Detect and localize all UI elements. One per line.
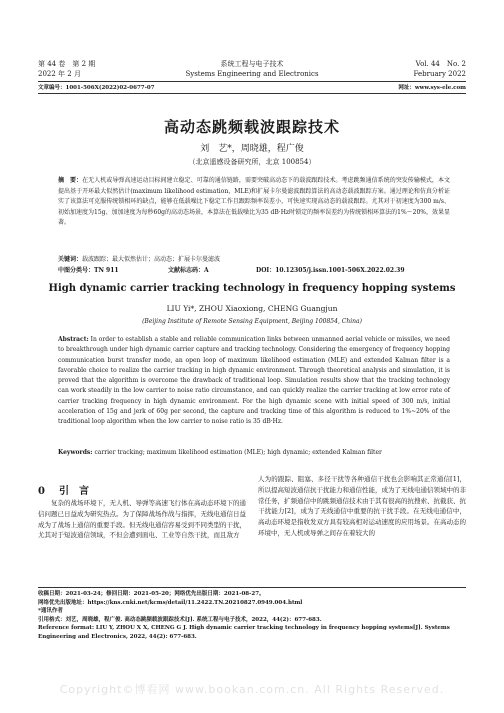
date-cn: 2022 年 2 月 — [38, 70, 81, 78]
journal-name-en: Systems Engineering and Electronics — [185, 70, 319, 78]
body-right-column: 人为的跟踪、阻塞、多径干扰等各种通信干扰也会影响其正常通信[1]，所以提高短波通信抗干扰能力和通信性能，成为了无线电通信领域中的非常任务，扩频通信中的跳频通信技术由于其有很高的抗搜索、抗截获、抗干扰能力[2]，成为了无线通信中重要的抗干扰手段。在无线电通信中，高动态环境是指收发双方具有较高相对运动速度的应用场景。在高动态的环境中，无人机或导弹之间存在着较大的 — [258, 475, 466, 537]
footnotes — [38, 590, 466, 642]
online-address: 网络优先出版地址：https://kns.cnki.net/kcms/detail/11.2422.TN.20210827.0949.004.html — [38, 599, 303, 606]
abstract-en — [58, 335, 450, 428]
section-heading — [38, 482, 89, 497]
copyright-watermark: Copyright©博看网 www.bookan.com.cn. All Rights Reserved. — [59, 683, 445, 696]
header-rule-thin — [38, 93, 466, 94]
article-id: 文章编号：1001-506X(2022)02-0677-07 — [38, 85, 155, 91]
body-left-column: 复杂的战场环境下，无人机、导弹等高速飞行体在高动态环境下的通信问题已日益成为研究热点。为了保障战场作战与指挥，无线电通信日益成为了战场上通信的重要手段。但无线电通信容易受到不同类型的干扰，尤其对于短波通信领域，不但会遭到面电、工业等自然干扰，而且敌方 — [38, 499, 246, 540]
abstract-cn-text: 在无人机或导弹高速运动目标间建立稳定、可靠的通信链路，需要突破高动态下的载波跟踪技术。考虑跳频通信系统的突发传输模式，本文提出基于开环最大似然估计(maximum likelihood estimation，MLE)和扩展卡尔曼滤波跟踪算法的高动态载波跟踪方案。通过理论和仿真分析证实了该算法可克服传统锁相环的缺点，能够在低载噪比下稳定工作且跟踪频率误差小，可快速实现高动态的载波跟踪。尤其对于初速度为300 m/s、初始加速度为15g、加加速度为每秒60g的高动态场景，本算法在低载噪比为35 dB·Hz时锁定的频率误差约为传统锁相环算法的1%～20%，效果显著。 — [58, 177, 450, 227]
volume-issue-en: Vol. 44 No. 2 — [415, 60, 466, 68]
journal-website: 网址：www.sys-ele.com — [398, 85, 466, 91]
abstract-en-text: In order to establish a stable and reliable communication links between unmanned aerial vehicle or missiles, we need to breakthrough under high dynamic carrier capture and tracking technology. Considering the emergency of frequency hopping communication burst transfer mode, an open loop of maximum likelihood estimation (MLE) and extended Kalman filter is a favorable choice to realize the carrier tracking in high dynamic environment. Through theoretical analysis and simulation, it is proved that the algorithm is overcome the drawback of traditional loop. Simulation results show that the tracking technology can work steadily in the low carrier to noise ratio circumstance, and can quickly realize the carrier tracking at low error rate of carrier tracking frequency in high dynamic environment. For the high dynamic scene with initial speed of 300 m/s, initial acceleration of 15g and jerk of 60g per second, the capture and tracking time of this algorithm is reduced to 1%~20% of the traditional loop algorithm when the low carrier to noise ratio is 35 dB·Hz. — [58, 336, 450, 426]
section-title: 引 言 — [58, 486, 89, 497]
affiliation-cn: （北京遥感设备研究所，北京 100854） — [188, 158, 316, 166]
citation-cn: 引用格式：刘艺，周晓雄，程广俊. 高动态跳频载波跟踪技术[J]. 系统工程与电子技术，2022，44(2)：677-683. — [38, 616, 322, 623]
section-number: 0 — [38, 486, 45, 497]
clc-number: 中图分类号：TN 911 — [58, 267, 119, 274]
keywords-en-text: carrier tracking; maximum likelihood estimation (MLE); high dynamic; extended Kalman filter — [94, 449, 382, 456]
date-en: February 2022 — [413, 70, 466, 78]
abstract-cn-label: 摘 要： — [58, 177, 83, 184]
authors-en: LIU Yi*, ZHOU Xiaoxiong, CHENG Guangjun — [166, 304, 338, 313]
footnote-rule — [38, 587, 466, 588]
document-code: 文献标志码：A — [168, 267, 209, 274]
abstract-cn — [58, 176, 450, 229]
keywords-cn-label: 关键词： — [58, 256, 83, 263]
abstract-en-label: Abstract: — [58, 336, 89, 343]
authors-cn: 刘 艺*，周晓雄，程广俊 — [200, 144, 304, 154]
keywords-en — [58, 448, 450, 458]
affiliation-en: (Beijing Institute of Remote Sensing Equipment, Beijing 100854, China) — [142, 318, 362, 325]
doi: DOI：10.12305/j.issn.1001-506X.2022.02.39 — [256, 267, 405, 274]
title-en: High dynamic carrier tracking technology in frequency hopping systems — [48, 283, 456, 294]
keywords-en-label: Keywords: — [58, 449, 93, 456]
journal-name-cn: 系统工程与电子技术 — [220, 60, 284, 68]
received-date: 收稿日期：2021-03-24；修回日期：2021-05-20；网络优先出版日期：2021-08-27。 — [38, 591, 265, 597]
title-cn: 高动态跳频载波跟踪技术 — [163, 118, 340, 136]
header-rule — [38, 81, 466, 82]
keywords-cn-text: 载波跟踪；最大似然估计；高动态；扩展卡尔曼滤波 — [82, 256, 221, 263]
volume-issue-cn: 第 44 卷 第 2 期 — [38, 60, 96, 68]
citation-en: Reference format: LIU Y, ZHOU X X, CHENG G J. High dynamic carrier tracking technology in frequency hopping systems[J]. Systems Engineering and Electronics, 2022, 44(2): 677-683. — [38, 625, 450, 640]
keywords-cn — [58, 255, 450, 264]
corresponding-author: *通讯作者 — [38, 608, 63, 615]
